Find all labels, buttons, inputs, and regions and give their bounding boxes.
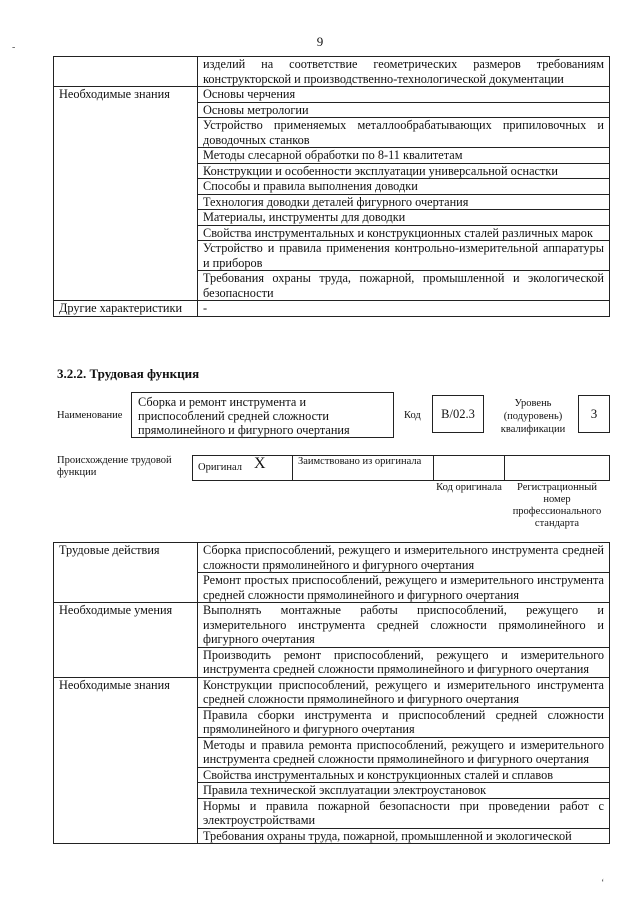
row-label: Другие характеристики (54, 301, 198, 317)
row-item: Технология доводки деталей фигурного очертания (198, 194, 610, 210)
code-label: Код (404, 410, 421, 421)
row-item: Методы слесарной обработки по 8-11 квалитетам (198, 148, 610, 164)
level-label: Уровень (подуровень) квалификации (500, 398, 566, 435)
borrowed-label: Заимствовано из оригинала (298, 456, 422, 467)
row-item: Требования охраны труда, пожарной, промышленной и экологической безопасности (198, 271, 610, 301)
original-code-cell (433, 455, 505, 481)
row-item: Сборка приспособлений, режущего и измерительного инструмента средней сложности прямолинейного и фигурного очертания (198, 543, 610, 573)
section-title: 3.2.2. Трудовая функция (57, 366, 200, 381)
table-row (54, 57, 610, 87)
row-item: Свойства инструментальных и конструкционных сталей и сплавов (198, 767, 610, 783)
table-row (54, 87, 610, 103)
row-item: Основы черчения (198, 87, 610, 103)
row-item: Правила технической эксплуатации электроустановок (198, 783, 610, 799)
level-value: 3 (578, 395, 610, 433)
row-item: Способы и правила выполнения доводки (198, 179, 610, 195)
row-label: Необходимые знания (54, 87, 198, 301)
row-item: Ремонт простых приспособлений, режущего и измерительного инструмента средней сложности прямолинейного и фигурного очертания (198, 573, 610, 603)
margin-mark: ‘ (601, 878, 605, 889)
row-item: Нормы и правила пожарной безопасности при проведении работ с электроустройствами (198, 798, 610, 828)
function-code-value: В/02.3 (432, 395, 484, 433)
margin-mark: - (12, 42, 16, 53)
row-item: - (198, 301, 610, 317)
code-caption: Код оригинала (436, 482, 502, 493)
row-item: Выполнять монтажные работы приспособлений, режущего и измерительного инструмента средней сложности прямолинейного и фигурного очертания (198, 603, 610, 648)
original-mark: X (254, 455, 266, 472)
top-requirements-table (53, 56, 610, 317)
table-row (54, 301, 610, 317)
original-label: Оригинал (198, 462, 242, 473)
page-number: 9 (316, 34, 324, 49)
row-label: Трудовые действия (54, 543, 198, 603)
row-item: Производить ремонт приспособлений, режущего и измерительного инструмента средней сложности прямолинейного и фигурного очертания (198, 647, 610, 677)
row-label: Необходимые умения (54, 603, 198, 678)
registration-number-cell (504, 455, 610, 481)
row-item: Конструкции и особенности эксплуатации универсальной оснастки (198, 163, 610, 179)
row-item: Материалы, инструменты для доводки (198, 210, 610, 226)
row-item: Устройство и правила применения контрольно-измерительной аппаратуры и приборов (198, 241, 610, 271)
row-label: Необходимые знания (54, 677, 198, 844)
row-item: Требования охраны труда, пожарной, промышленной и экологической (198, 828, 610, 844)
table-row (54, 543, 610, 573)
row-item: Основы метрологии (198, 102, 610, 118)
row-label (54, 57, 198, 87)
name-label: Наименование (57, 410, 123, 421)
table-row (54, 677, 610, 707)
table-row (54, 603, 610, 648)
bottom-requirements-table (53, 542, 610, 844)
row-item: изделий на соответствие геометрических размеров требованиям конструкторской и производственно-технологической документации (198, 57, 610, 87)
origin-label: Происхождение трудовой функции (57, 455, 172, 478)
row-item: Конструкции приспособлений, режущего и измерительного инструмента средней сложности прямолинейного и фигурного очертания (198, 677, 610, 707)
row-item: Устройство применяемых металлообрабатывающих припиловочных и доводочных станков (198, 118, 610, 148)
function-name-value: Сборка и ремонт инструмента и приспособлений средней сложности прямолинейного и фигурного очертания (131, 392, 394, 438)
row-item: Свойства инструментальных и конструкционных сталей различных марок (198, 225, 610, 241)
row-item: Правила сборки инструмента и приспособлений средней сложности прямолинейного и фигурного очертания (198, 707, 610, 737)
registration-caption: Регистрационный номер профессионального стандарта (512, 482, 602, 529)
row-item: Методы и правила ремонта приспособлений, режущего и измерительного инструмента средней сложности прямолинейного и фигурного очертания (198, 737, 610, 767)
